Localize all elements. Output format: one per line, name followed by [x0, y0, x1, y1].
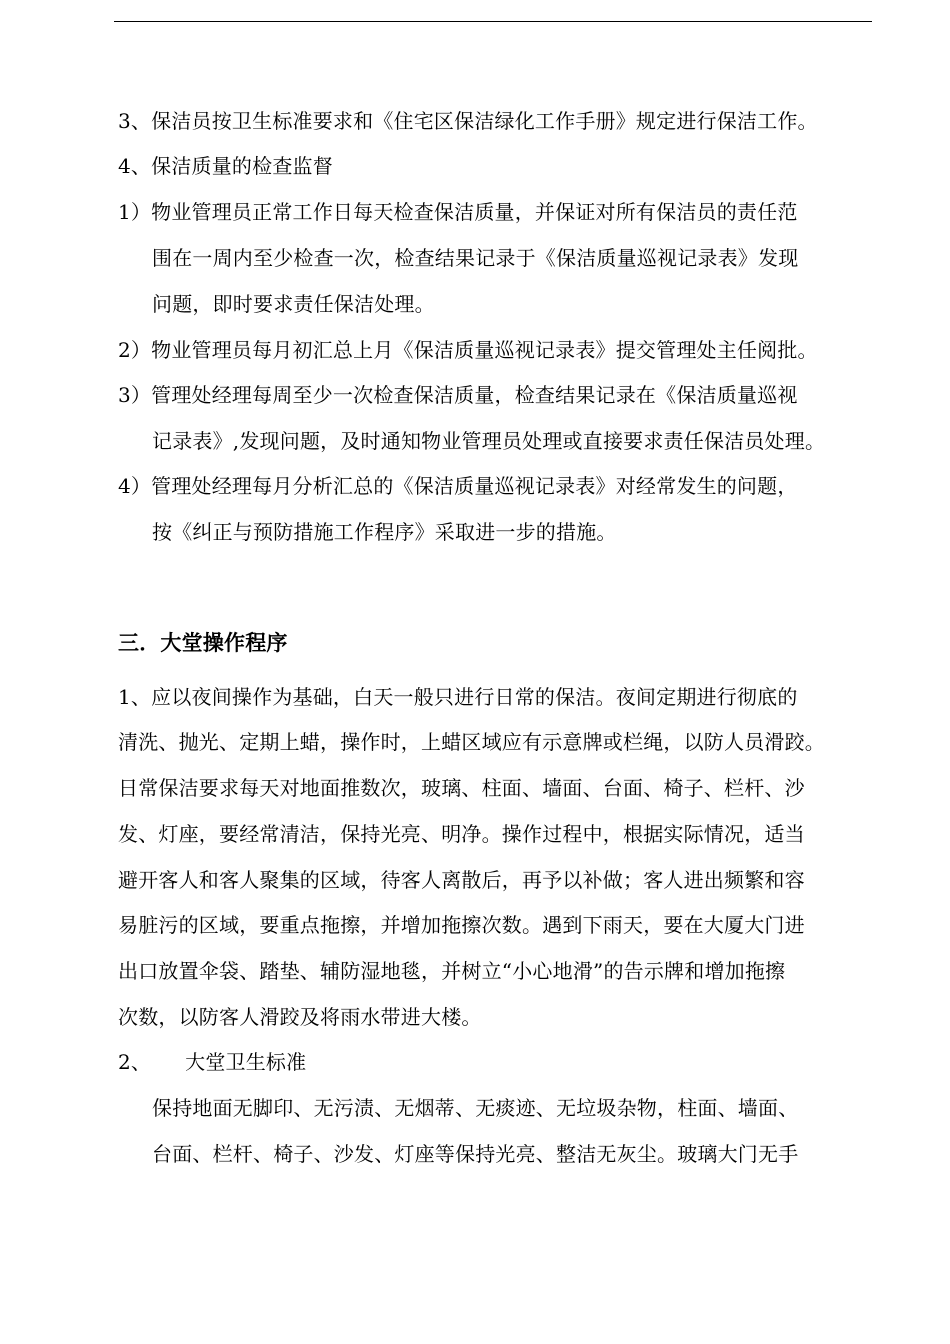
header-rule	[114, 21, 872, 22]
paragraph-line: 清洗、抛光、定期上蜡，操作时，上蜡区域应有示意牌或栏绳，以防人员滑跤。	[118, 730, 825, 754]
list-item-line: 2）物业管理员每月初汇总上月《保洁质量巡视记录表》提交管理处主任阅批。	[118, 338, 818, 362]
paragraph-line: 出口放置伞袋、踏垫、辅防湿地毯，并树立“小心地滑”的告示牌和增加拖擦	[118, 959, 786, 983]
list-item-line: 围在一周内至少检查一次，检查结果记录于《保洁质量巡视记录表》发现	[152, 246, 799, 270]
section-heading: 三．大堂操作程序	[118, 630, 288, 655]
paragraph-line: 发、灯座，要经常清洁，保持光亮、明净。操作过程中，根据实际情况，适当	[118, 822, 805, 846]
list-item-line: 按《纠正与预防措施工作程序》采取进一步的措施。	[152, 520, 617, 544]
paragraph-line: 保持地面无脚印、无污渍、无烟蒂、无痰迹、无垃圾杂物，柱面、墙面、	[152, 1096, 799, 1120]
list-item-line: 1）物业管理员正常工作日每天检查保洁质量，并保证对所有保洁员的责任范	[118, 200, 798, 224]
list-item-line: 3）管理处经理每周至少一次检查保洁质量，检查结果记录在《保洁质量巡视	[118, 383, 798, 407]
subheading-text: 大堂卫生标准	[185, 1050, 307, 1074]
subheading-number: 2、	[118, 1050, 152, 1074]
paragraph-line: 避开客人和客人聚集的区域，待客人离散后，再予以补做；客人进出频繁和容	[118, 868, 805, 892]
paragraph-line: 易脏污的区域，要重点拖擦，并增加拖擦次数。遇到下雨天，要在大厦大门进	[118, 913, 805, 937]
numbered-subheading	[118, 1048, 306, 1076]
paragraph-line: 3、保洁员按卫生标准要求和《住宅区保洁绿化工作手册》规定进行保洁工作。	[118, 109, 818, 133]
list-item-line: 4）管理处经理每月分析汇总的《保洁质量巡视记录表》对经常发生的问题，	[118, 474, 798, 498]
list-item-line: 问题，即时要求责任保洁处理。	[152, 292, 435, 316]
paragraph-line: 1、应以夜间操作为基础，白天一般只进行日常的保洁。夜间定期进行彻底的	[118, 685, 798, 709]
paragraph-line: 次数，以防客人滑跤及将雨水带进大楼。	[118, 1005, 482, 1029]
paragraph-line: 日常保洁要求每天对地面推数次，玻璃、柱面、墙面、台面、椅子、栏杆、沙	[118, 776, 805, 800]
section-subtitle: 4、保洁质量的检查监督	[118, 154, 333, 178]
paragraph-line: 台面、栏杆、椅子、沙发、灯座等保持光亮、整洁无灰尘。玻璃大门无手	[152, 1142, 799, 1166]
list-item-line: 记录表》,发现问题，及时通知物业管理员处理或直接要求责任保洁员处理。	[152, 429, 826, 453]
